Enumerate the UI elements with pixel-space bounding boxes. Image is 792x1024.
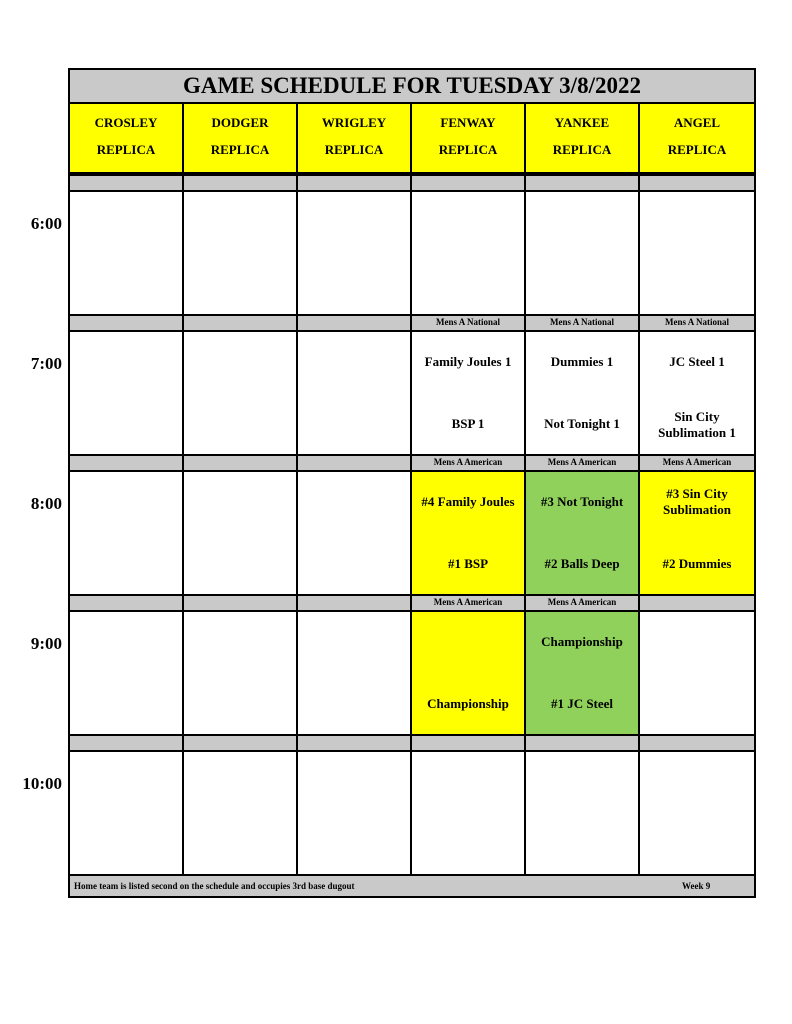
game-cell: [298, 192, 412, 314]
time-label: 6:00: [30, 214, 62, 233]
team-away: Championship: [541, 634, 623, 649]
division-strip: [184, 314, 298, 332]
team-home: #2 Balls Deep: [544, 556, 620, 571]
field-type: REPLICA: [210, 142, 270, 157]
division-strip: [70, 734, 184, 752]
field-header: [640, 104, 754, 174]
team-away: #3 Sin City Sublimation: [663, 486, 731, 517]
field-name: FENWAY: [440, 115, 496, 130]
schedule-footer: [70, 874, 754, 896]
division-strip: [298, 314, 412, 332]
game-cell: [70, 192, 184, 314]
time-label: 10:00: [22, 774, 62, 793]
field-header: [526, 104, 640, 174]
division-strip: [526, 174, 640, 192]
game-cell: [184, 332, 298, 454]
field-type: REPLICA: [324, 142, 384, 157]
game-cell: [298, 472, 412, 594]
game-cell: [184, 472, 298, 594]
division-strip: [70, 174, 184, 192]
game-cell: [526, 752, 640, 874]
division-strip: Mens A American: [526, 594, 640, 612]
home-team-note: Home team is listed second on the schedule and occupies 3rd base dugout: [74, 881, 355, 891]
division-strip: [70, 454, 184, 472]
game-cell: [70, 472, 184, 594]
game-cell: [640, 752, 754, 874]
field-name: ANGEL: [673, 115, 721, 130]
field-type: REPLICA: [96, 142, 156, 157]
field-type: REPLICA: [438, 142, 498, 157]
game-cell: [70, 612, 184, 734]
field-name: CROSLEY: [94, 115, 158, 130]
division-strip: [412, 734, 526, 752]
division-strip: [640, 734, 754, 752]
game-cell: [640, 192, 754, 314]
game-cell: [298, 612, 412, 734]
time-label: 7:00: [30, 354, 62, 373]
division-strip: [184, 734, 298, 752]
team-home: Not Tonight 1: [544, 416, 620, 431]
division-strip: [184, 594, 298, 612]
game-cell: [640, 612, 754, 734]
schedule-title: GAME SCHEDULE FOR TUESDAY 3/8/2022: [70, 70, 754, 104]
game-cell: [70, 752, 184, 874]
game-cell: [298, 332, 412, 454]
team-home: #1 JC Steel: [550, 696, 614, 711]
team-home: #2 Dummies: [662, 556, 732, 571]
game-cell: [640, 332, 754, 454]
game-cell: [184, 752, 298, 874]
team-home: BSP 1: [451, 416, 485, 431]
division-strip: [70, 314, 184, 332]
game-cell: [184, 612, 298, 734]
week-label: Week 9: [682, 881, 711, 891]
game-cell: [640, 472, 754, 594]
game-cell: [70, 332, 184, 454]
game-cell: [526, 472, 640, 594]
division-strip: [298, 594, 412, 612]
game-cell: [526, 192, 640, 314]
field-header: [184, 104, 298, 174]
time-label: 8:00: [30, 494, 62, 513]
team-away: #3 Not Tonight: [540, 494, 624, 509]
field-header: [412, 104, 526, 174]
division-strip: [640, 174, 754, 192]
game-cell: [526, 612, 640, 734]
game-cell: [412, 612, 526, 734]
division-strip: Mens A American: [526, 454, 640, 472]
schedule-table: [68, 68, 756, 898]
game-cell: [184, 192, 298, 314]
division-strip: [526, 734, 640, 752]
team-home: #1 BSP: [447, 556, 489, 571]
game-cell: [412, 332, 526, 454]
field-type: REPLICA: [667, 142, 727, 157]
time-label: 9:00: [30, 634, 62, 653]
field-name: YANKEE: [554, 115, 610, 130]
division-strip: [298, 454, 412, 472]
division-strip: [412, 174, 526, 192]
team-away: JC Steel 1: [669, 354, 725, 369]
division-strip: [640, 594, 754, 612]
team-home: Sin City Sublimation 1: [658, 409, 736, 440]
division-strip: Mens A National: [526, 314, 640, 332]
division-strip: Mens A American: [412, 454, 526, 472]
division-strip: [298, 174, 412, 192]
division-strip: Mens A National: [412, 314, 526, 332]
team-home: Championship: [427, 696, 509, 711]
division-strip: [184, 454, 298, 472]
field-type: REPLICA: [552, 142, 612, 157]
team-away: Family Joules 1: [424, 354, 512, 369]
game-cell: [412, 472, 526, 594]
field-header: [298, 104, 412, 174]
division-strip: Mens A National: [640, 314, 754, 332]
division-strip: Mens A American: [640, 454, 754, 472]
game-cell: [412, 192, 526, 314]
division-strip: Mens A American: [412, 594, 526, 612]
game-cell: [526, 332, 640, 454]
field-header: [70, 104, 184, 174]
field-name: DODGER: [211, 115, 269, 130]
division-strip: [298, 734, 412, 752]
game-cell: [298, 752, 412, 874]
team-away: Dummies 1: [550, 354, 614, 369]
team-away: #4 Family Joules: [421, 494, 515, 509]
game-cell: [412, 752, 526, 874]
division-strip: [184, 174, 298, 192]
division-strip: [70, 594, 184, 612]
field-name: WRIGLEY: [321, 115, 387, 130]
